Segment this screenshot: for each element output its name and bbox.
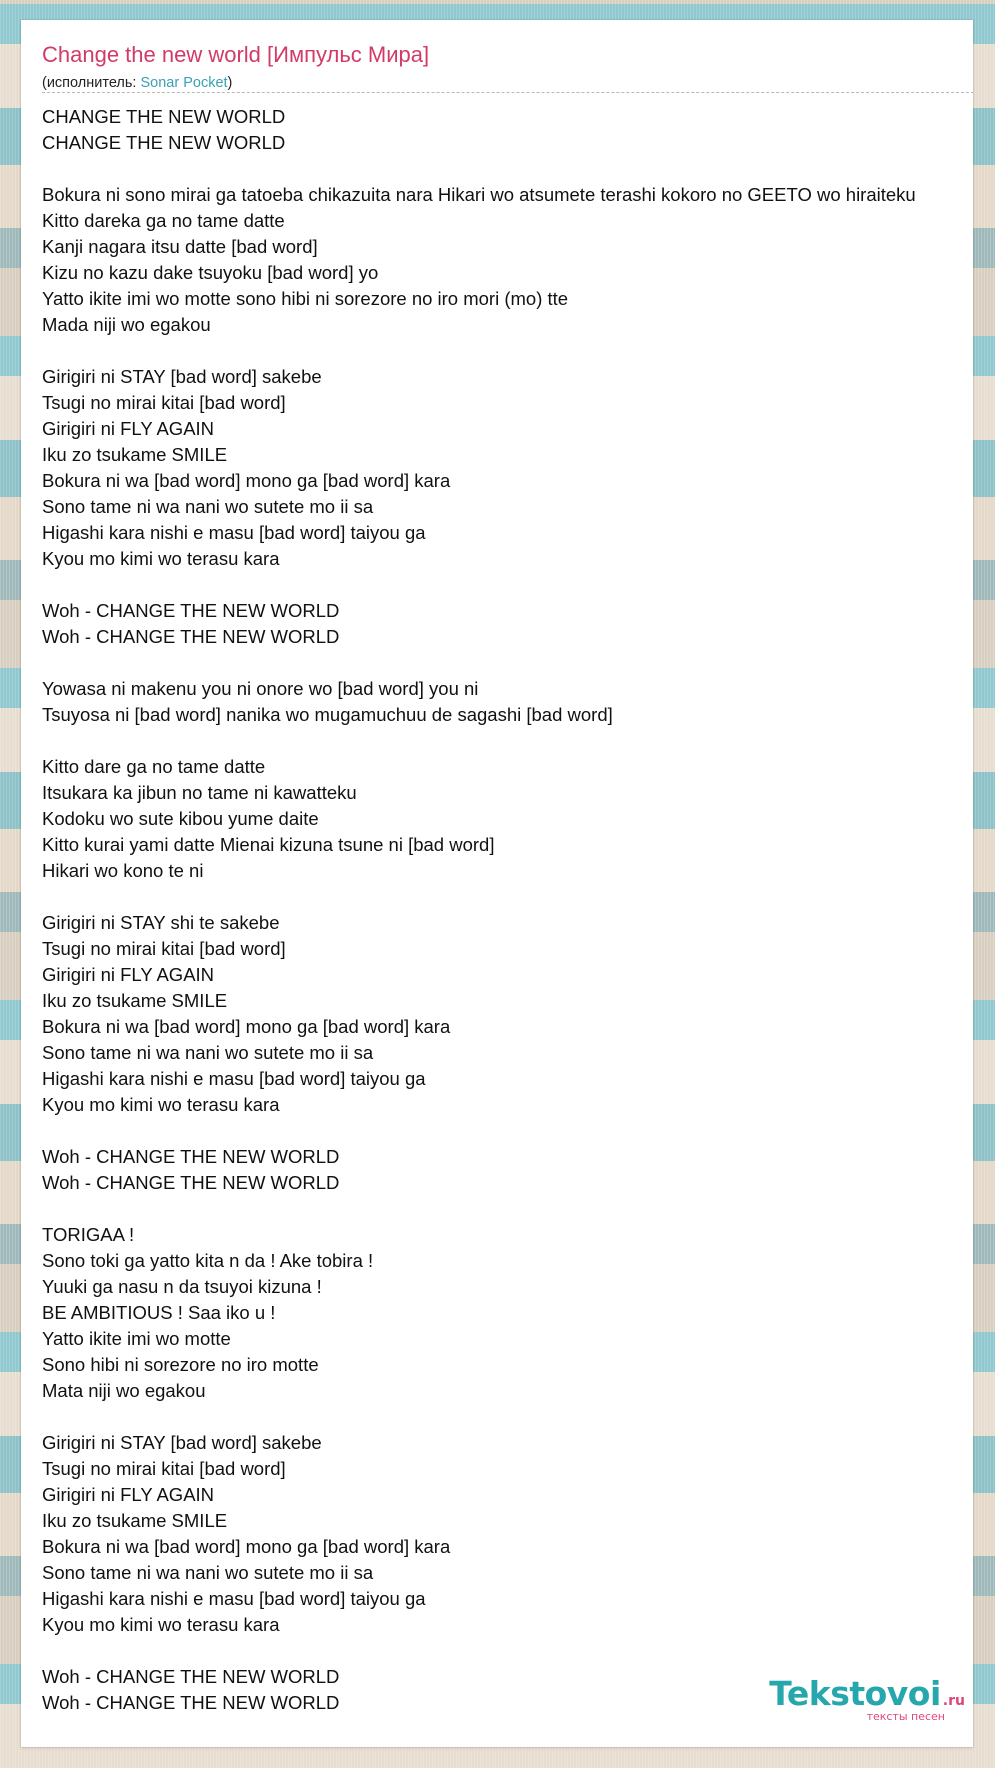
lyric-line: Sono tame ni wa nani wo sutete mo ii sa [42, 1042, 374, 1063]
stanza-gap [42, 572, 973, 598]
lyric-line: Woh - CHANGE THE NEW WORLD [42, 1692, 340, 1713]
lyric-line: Mada niji wo egakou [42, 314, 211, 335]
lyric-line: Kitto dareka ga no tame datte [42, 210, 285, 231]
lyric-line: Iku zo tsukame SMILE [42, 444, 228, 465]
lyric-stanza [42, 910, 973, 1118]
lyric-stanza [42, 1144, 973, 1196]
lyric-line: Yuuki ga nasu n da tsuyoi kizuna ! [42, 1276, 322, 1297]
lyric-stanza [42, 1222, 973, 1404]
lyric-line: Bokura ni wa [bad word] mono ga [bad word] kara [42, 470, 451, 491]
lyric-line: Kitto kurai yami datte Mienai kizuna tsune ni [bad word] [42, 834, 495, 855]
lyric-line: Yatto ikite imi wo motte [42, 1328, 231, 1349]
lyrics-card [21, 20, 973, 1747]
lyric-stanza [42, 182, 973, 338]
lyric-stanza [42, 598, 973, 650]
logo-tld: .ru [942, 1693, 965, 1709]
song-title: Change the new world [Импульс Мира] [42, 42, 430, 67]
lyric-line: Mata niji wo egakou [42, 1380, 206, 1401]
lyric-line: Itsukara ka jibun no tame ni kawatteku [42, 782, 357, 803]
lyric-stanza [42, 754, 973, 884]
logo-wordmark: Tekstovoi [769, 1674, 941, 1713]
artist-link[interactable]: Sonar Pocket [140, 75, 228, 91]
lyric-stanza [42, 364, 973, 572]
artist-byline [42, 74, 232, 92]
lyric-line: Tsugi no mirai kitai [bad word] [42, 938, 286, 959]
lyric-line: Girigiri ni FLY AGAIN [42, 964, 215, 985]
lyric-line: Kitto dare ga no tame datte [42, 756, 266, 777]
lyric-line: Tsugi no mirai kitai [bad word] [42, 392, 286, 413]
lyric-line: Girigiri ni FLY AGAIN [42, 418, 215, 439]
lyric-line: Bokura ni sono mirai ga tatoeba chikazuita nara Hikari wo atsumete terashi kokoro no GEETO wo hiraiteku [42, 184, 916, 205]
stanza-gap [42, 1638, 973, 1664]
lyric-line: Woh - CHANGE THE NEW WORLD [42, 1666, 340, 1687]
logo-tagline: тексты песен [866, 1710, 945, 1723]
lyric-line: Kizu no kazu dake tsuyoku [bad word] yo [42, 262, 379, 283]
stanza-gap [42, 156, 973, 182]
lyric-line: Sono toki ga yatto kita n da ! Ake tobira ! [42, 1250, 374, 1271]
lyric-line: Hikari wo kono te ni [42, 860, 204, 881]
stanza-gap [42, 1196, 973, 1222]
site-logo[interactable] [769, 1674, 965, 1723]
lyric-stanza [42, 676, 973, 728]
lyric-line: Kodoku wo sute kibou yume daite [42, 808, 319, 829]
lyric-line: Higashi kara nishi e masu [bad word] taiyou ga [42, 522, 426, 543]
lyric-stanza [42, 104, 973, 156]
lyric-stanza [42, 1430, 973, 1638]
lyric-line: Woh - CHANGE THE NEW WORLD [42, 600, 340, 621]
lyric-line: Higashi kara nishi e masu [bad word] taiyou ga [42, 1588, 426, 1609]
lyric-line: Kyou mo kimi wo terasu kara [42, 548, 280, 569]
lyric-line: Kyou mo kimi wo terasu kara [42, 1094, 280, 1115]
lyric-line: CHANGE THE NEW WORLD [42, 132, 286, 153]
lyric-line: Kyou mo kimi wo terasu kara [42, 1614, 280, 1635]
lyric-line: CHANGE THE NEW WORLD [42, 106, 286, 127]
lyric-line: Tsuyosa ni [bad word] nanika wo mugamuchuu de sagashi [bad word] [42, 704, 613, 725]
lyric-line: Sono hibi ni sorezore no iro motte [42, 1354, 319, 1375]
lyric-line: Kanji nagara itsu datte [bad word] [42, 236, 318, 257]
lyric-line: Woh - CHANGE THE NEW WORLD [42, 626, 340, 647]
title-divider [42, 92, 973, 93]
stanza-gap [42, 1404, 973, 1430]
byline-prefix: (исполнитель: [42, 75, 141, 91]
lyric-line: Bokura ni wa [bad word] mono ga [bad word] kara [42, 1016, 451, 1037]
lyric-line: Tsugi no mirai kitai [bad word] [42, 1458, 286, 1479]
lyric-line: Bokura ni wa [bad word] mono ga [bad word] kara [42, 1536, 451, 1557]
lyric-line: Girigiri ni FLY AGAIN [42, 1484, 215, 1505]
lyric-line: Higashi kara nishi e masu [bad word] taiyou ga [42, 1068, 426, 1089]
lyric-line: BE AMBITIOUS ! Saa iko u ! [42, 1302, 276, 1323]
lyrics-text [42, 104, 973, 1716]
lyric-line: Girigiri ni STAY shi te sakebe [42, 912, 280, 933]
lyric-line: Iku zo tsukame SMILE [42, 1510, 228, 1531]
byline-suffix: ) [227, 75, 233, 91]
stanza-gap [42, 1118, 973, 1144]
lyric-line: Woh - CHANGE THE NEW WORLD [42, 1146, 340, 1167]
lyric-line: Sono tame ni wa nani wo sutete mo ii sa [42, 1562, 374, 1583]
stanza-gap [42, 338, 973, 364]
lyric-line: Sono tame ni wa nani wo sutete mo ii sa [42, 496, 374, 517]
stanza-gap [42, 884, 973, 910]
lyric-line: TORIGAA ! [42, 1224, 135, 1245]
stanza-gap [42, 728, 973, 754]
lyric-line: Girigiri ni STAY [bad word] sakebe [42, 366, 322, 387]
lyric-line: Yatto ikite imi wo motte sono hibi ni sorezore no iro mori (mo) tte [42, 288, 569, 309]
lyric-line: Woh - CHANGE THE NEW WORLD [42, 1172, 340, 1193]
stanza-gap [42, 650, 973, 676]
lyric-line: Yowasa ni makenu you ni onore wo [bad word] you ni [42, 678, 479, 699]
lyric-line: Iku zo tsukame SMILE [42, 990, 228, 1011]
lyric-line: Girigiri ni STAY [bad word] sakebe [42, 1432, 322, 1453]
